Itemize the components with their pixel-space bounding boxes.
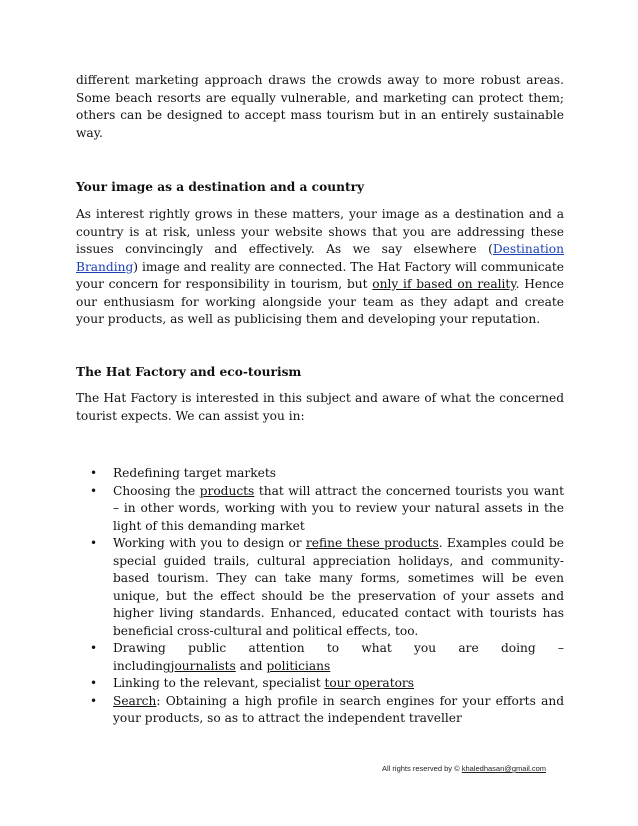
text-span: . Hence our enthusiasm for working alongside your team as they adapt and create your products, as well as publicising them and developing your reputation. xyxy=(76,277,564,326)
text-span: As interest rightly grows in these matters, your image as a destination and a country is at risk, unless your website shows that you are addressing these issues convincingly and effectively. As we say elsewhere ( xyxy=(76,207,564,256)
list-item xyxy=(76,465,564,483)
list-item xyxy=(76,640,564,675)
page-footer xyxy=(382,764,546,773)
section-heading-image: Your image as a destination and a country xyxy=(76,180,365,194)
footer-rights-text: All rights reserved by © xyxy=(382,764,462,773)
list-item xyxy=(76,483,564,536)
products-link[interactable]: products xyxy=(199,483,255,498)
paragraph-continuation: different marketing approach draws the crowds away to more robust areas. Some beach resorts are equally vulnerable, and marketing can protect them; others can be designed to accept mass tourism but in an entirely sustainable way. xyxy=(76,73,564,140)
bullet-glyph: • xyxy=(90,483,98,498)
list-item-text: including xyxy=(113,658,171,673)
list-item xyxy=(76,535,564,640)
bullet-glyph: • xyxy=(90,693,98,708)
refine-products-link[interactable]: refine these products xyxy=(305,536,439,550)
paragraph-eco-intro: The Hat Factory is interested in this subject and aware of what the concerned tourist expects. We can assist you in: xyxy=(76,391,564,423)
paragraph-image-destination xyxy=(76,206,564,329)
list-item-text: Linking to the relevant, specialist xyxy=(113,676,325,690)
list-item xyxy=(76,693,564,728)
bullet-glyph: • xyxy=(90,641,98,655)
search-link[interactable]: Search xyxy=(113,693,157,708)
text-span: ) image and reality are connected. The Hat Factory will communicate your concern for responsibility in tourism, but xyxy=(76,259,564,291)
list-item-text: . Examples could be special guided trails, cultural appreciation holidays, and community-based tourism. They can take many forms, sometimes will be even unique, but the effect should be the preservation of your assets and higher living standards. Enhanced, educated contact with tourists has beneficial cross-cultural and political effects, too. xyxy=(113,536,565,638)
footer-email-link[interactable]: khaledhasan@gmail.com xyxy=(461,764,547,773)
bullet-glyph: • xyxy=(90,676,98,690)
destination-branding-link[interactable]: Destination Branding xyxy=(76,242,564,274)
list-item-text: : Obtaining a high profile in search engines for your efforts and your products, so as to attract the independent traveller xyxy=(113,693,564,725)
reality-link[interactable]: only if based on reality xyxy=(372,277,516,291)
journalists-link[interactable]: journalists xyxy=(170,658,236,673)
bullet-glyph: • xyxy=(90,466,98,480)
list-item-text: that will attract the concerned tourists you want – in other words, working with you to review your natural assets in the light of this demanding market xyxy=(113,483,564,533)
list-item-text: Working with you to design or xyxy=(113,536,306,550)
section-heading-eco-tourism: The Hat Factory and eco-tourism xyxy=(76,365,302,379)
services-list xyxy=(76,465,564,728)
list-item-text: Redefining target markets xyxy=(113,466,276,480)
list-item-text: Choosing the xyxy=(113,483,200,498)
bullet-glyph: • xyxy=(90,536,98,550)
list-item-text: Drawing public attention to what you are doing – xyxy=(113,641,564,655)
list-item xyxy=(76,675,564,693)
tour-operators-link[interactable]: tour operators xyxy=(324,676,415,690)
politicians-link[interactable]: politicians xyxy=(266,658,331,673)
list-item-text: and xyxy=(235,658,267,673)
